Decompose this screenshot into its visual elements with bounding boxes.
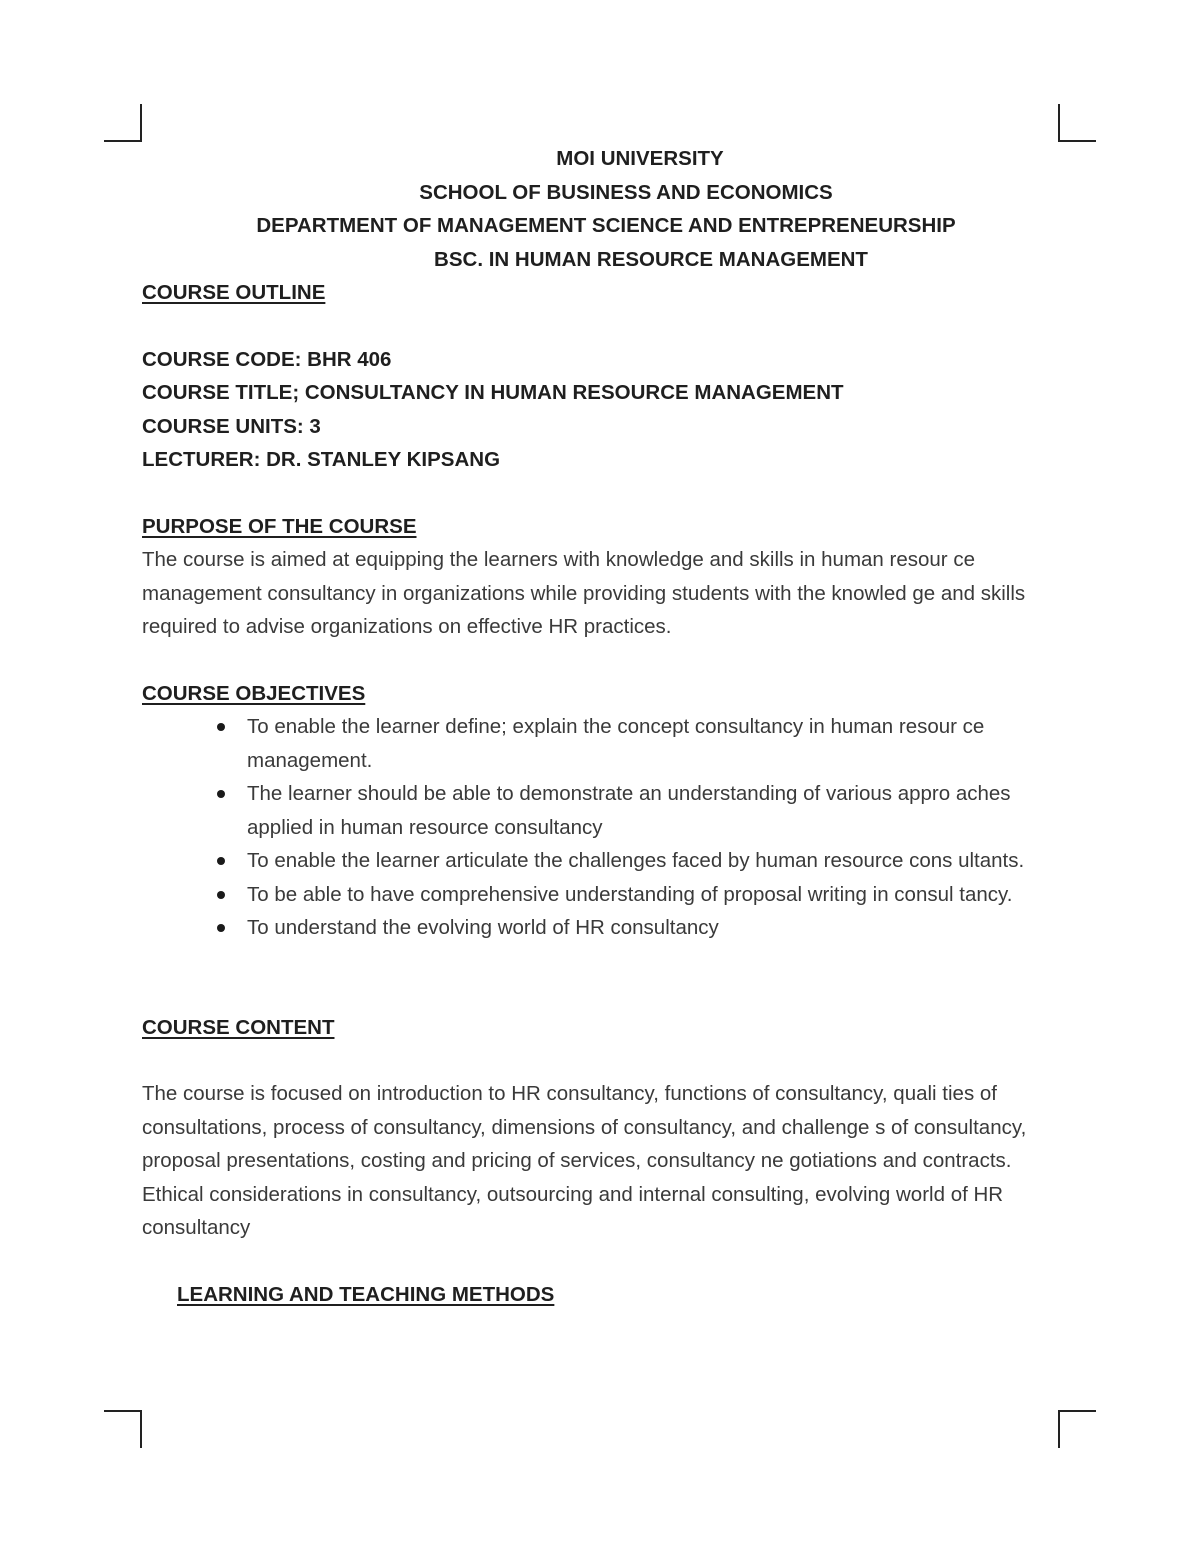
purpose-heading: PURPOSE OF THE COURSE	[142, 514, 417, 538]
bullet-icon	[217, 891, 225, 899]
objectives-heading: COURSE OBJECTIVES	[142, 681, 366, 705]
list-item: To be able to have comprehensive understanding of proposal writing in consul tancy.	[247, 878, 1060, 912]
crop-mark-bottom-right	[1058, 1410, 1096, 1448]
list-item: To enable the learner define; explain the concept consultancy in human resour ce management.	[247, 710, 1060, 777]
course-code: COURSE CODE: BHR 406	[142, 347, 392, 371]
course-title: COURSE TITLE; CONSULTANCY IN HUMAN RESOURCE MANAGEMENT	[142, 381, 844, 404]
department-name: DEPARTMENT OF MANAGEMENT SCIENCE AND ENTREPRENEURSHIP	[256, 214, 956, 237]
bullet-icon	[217, 924, 225, 932]
purpose-text: The course is aimed at equipping the learners with knowledge and skills in human resour ce management consultancy in organizations while providing students with the knowled ge and skills required to advise organizations on effective HR practices.	[142, 548, 1026, 638]
document-page	[142, 142, 1060, 1311]
list-item: To enable the learner articulate the challenges faced by human resource cons ultants.	[247, 844, 1060, 878]
objectives-list	[142, 710, 1060, 945]
bullet-icon	[217, 723, 225, 731]
program-name: BSC. IN HUMAN RESOURCE MANAGEMENT	[434, 247, 868, 271]
methods-heading: LEARNING AND TEACHING METHODS	[177, 1282, 555, 1306]
content-text: The course is focused on introduction to HR consultancy, functions of consultancy, quali ties of consultations, process of consultancy, dimensions of consultancy, and challenge s of consultancy, proposal presentations, costing and pricing of services, consultancy ne gotiations and contracts. Ethical considerations in consultancy, outsourcing and internal consulting, evolving world of HR consultancy	[142, 1082, 1027, 1239]
university-name: MOI UNIVERSITY	[556, 147, 724, 170]
course-outline-heading: COURSE OUTLINE	[142, 281, 326, 304]
course-lecturer: LECTURER: DR. STANLEY KIPSANG	[142, 448, 501, 471]
list-item: The learner should be able to demonstrate an understanding of various appro aches applied in human resource consultancy	[247, 777, 1060, 844]
crop-mark-top-left	[104, 104, 142, 142]
crop-mark-top-right	[1058, 104, 1096, 142]
list-item: To understand the evolving world of HR consultancy	[247, 911, 1060, 945]
crop-mark-bottom-left	[104, 1410, 142, 1448]
content-heading: COURSE CONTENT	[142, 1015, 335, 1039]
bullet-icon	[217, 790, 225, 798]
bullet-icon	[217, 857, 225, 865]
school-name: SCHOOL OF BUSINESS AND ECONOMICS	[419, 180, 833, 204]
course-units: COURSE UNITS: 3	[142, 414, 321, 438]
